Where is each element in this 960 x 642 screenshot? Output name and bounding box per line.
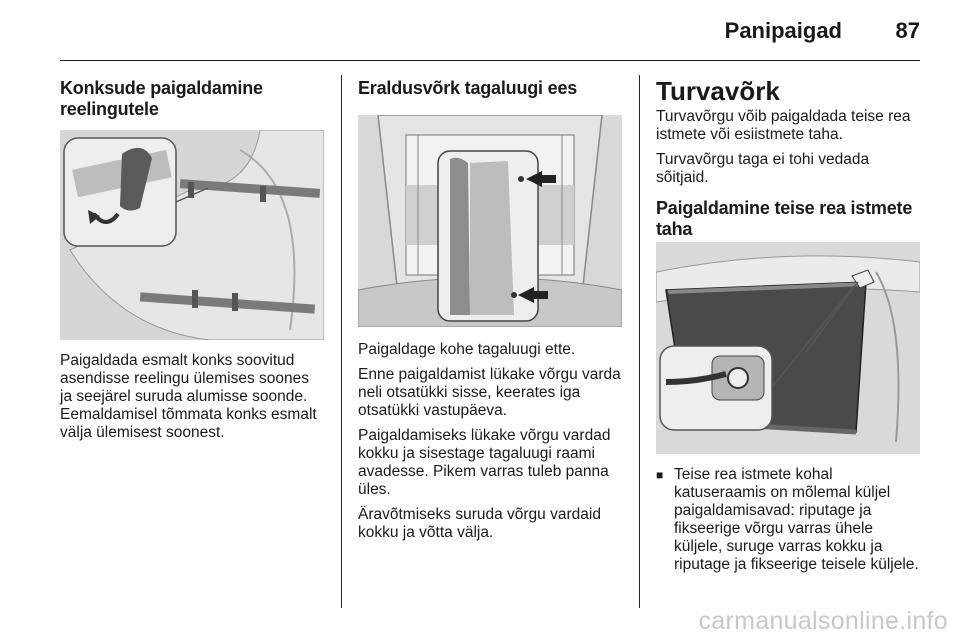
section-name: Panipaigad <box>724 18 842 43</box>
cargo-net-illustration-drawing <box>358 115 622 327</box>
safety-net-illustration <box>656 242 920 454</box>
cargo-net-paragraph-4: Äravõtmiseks suruda võrgu vardaid kokku ja võtta välja. <box>358 506 601 541</box>
watermark: carmanualsonline.info <box>698 607 948 635</box>
column-cargo-net <box>358 78 623 549</box>
cargo-net-paragraph-2: Enne paigaldamist lükake võrgu varda neli otsatükki sisse, keerates iga otsatükki vastupäeva. <box>358 366 621 419</box>
column-safety-net <box>656 78 922 574</box>
page-header <box>60 0 920 60</box>
safety-net-title: Turvavõrk <box>656 76 780 106</box>
safety-net-paragraph-2: Turvavõrgu taga ei tohi vedada sõitjaid. <box>656 151 870 186</box>
safety-net-bullet <box>656 466 922 574</box>
hooks-illustration-drawing <box>60 130 324 340</box>
safety-net-illustration-drawing <box>656 242 920 454</box>
hooks-paragraph: Paigaldada esmalt konks soovitud asendisse reelingu ülemises soones ja seejärel suruda alumisse soonde. Eemaldamisel tõmmata konks esmalt välja ülemisest soonest. <box>60 352 317 441</box>
cargo-net-paragraph-1: Paigaldage kohe tagaluugi ette. <box>358 341 576 358</box>
hooks-illustration <box>60 130 324 340</box>
cargo-net-illustration <box>358 115 622 327</box>
cargo-net-heading: Eraldusvõrk tagaluugi ees <box>358 78 578 98</box>
header-rule <box>60 60 920 61</box>
bullet-square-icon: ■ <box>656 468 664 482</box>
column-divider-1 <box>341 75 342 608</box>
column-divider-2 <box>639 75 640 608</box>
safety-net-bullet-text: Teise rea istmete kohal katuseraamis on mõlemal küljel paigaldamisavad: riputage ja fikseerige võrgu varras ühele küljele, suruge varras kokku ja riputage ja fikseerige teisele küljele. <box>674 466 919 573</box>
hooks-heading: Konksude paigaldamine reelingutele <box>60 78 263 119</box>
column-hooks <box>60 78 325 449</box>
safety-net-subheading: Paigaldamine teise rea istmete taha <box>656 198 913 239</box>
page-number: 87 <box>895 18 920 43</box>
cargo-net-paragraph-3: Paigaldamiseks lükake võrgu vardad kokku ja sisestage tagaluugi raami avadesse. Pikem varras tuleb panna üles. <box>358 427 611 498</box>
safety-net-paragraph-1: Turvavõrgu võib paigaldada teise rea istmete või esiistmete taha. <box>656 108 911 143</box>
